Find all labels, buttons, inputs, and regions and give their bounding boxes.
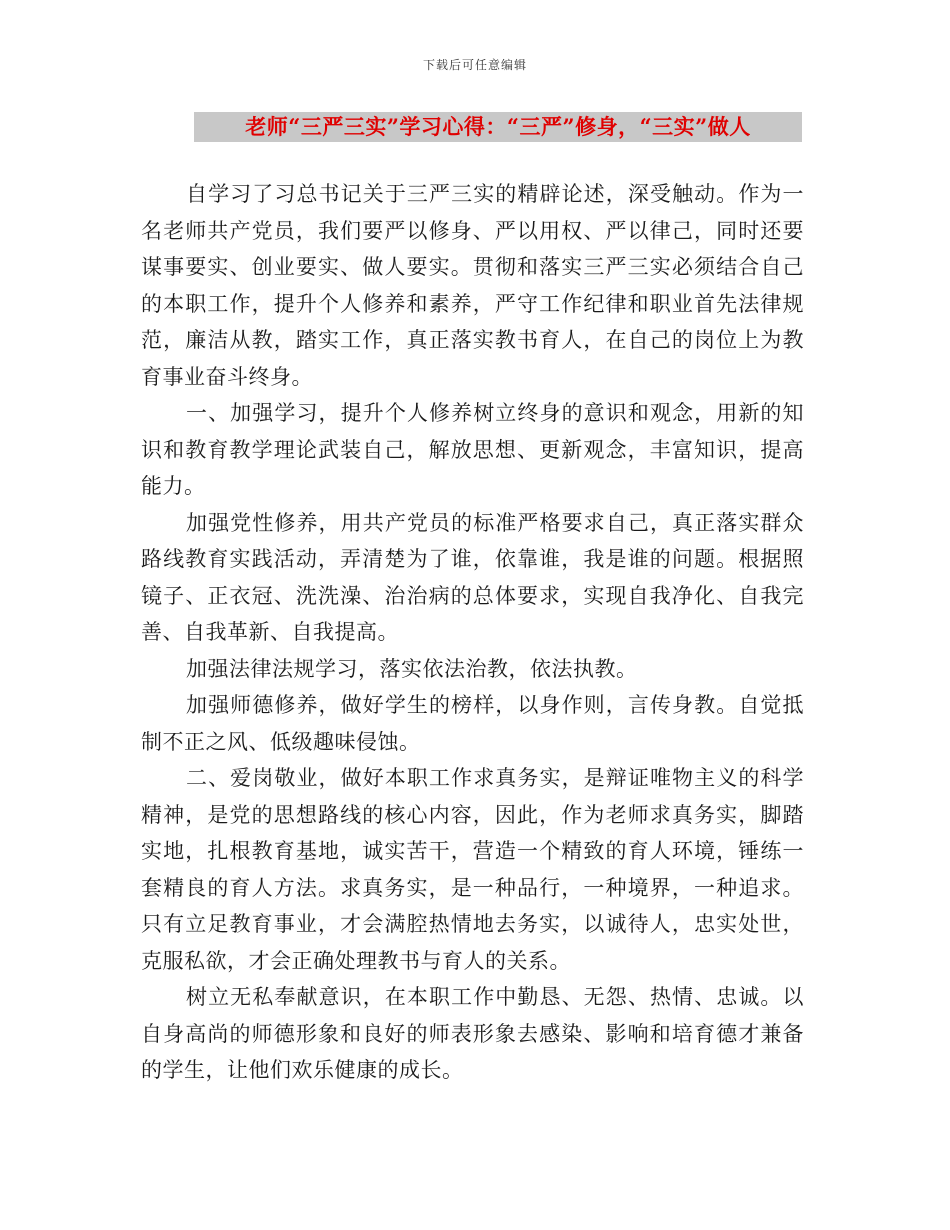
document-body — [141, 176, 804, 1089]
paragraph: 加强法律法规学习，落实依法治教，依法执教。 — [186, 656, 638, 681]
document-title: 老师“三严三实”学习心得：“三严”修身，“三实”做人 — [245, 114, 751, 139]
paragraph: 树立无私奉献意识，在本职工作中勤恳、无怨、热情、忠诚。以自身高尚的师德形象和良好的师表形象去感染、影响和培育德才兼备的学生，让他们欢乐健康的成长。 — [141, 985, 804, 1082]
paragraph: 加强党性修养，用共产党员的标准严格要求自己，真正落实群众路线教育实践活动，弄清楚为了谁，依靠谁，我是谁的问题。根据照镜子、正衣冠、洗洗澡、治治病的总体要求，实现自我净化、自我完善、自我革新、自我提高。 — [141, 510, 804, 644]
paragraph: 一、加强学习，提升个人修养树立终身的意识和观念，用新的知识和教育教学理论武装自己，解放思想、更新观念，丰富知识，提高能力。 — [141, 401, 804, 498]
header-note: 下载后可任意编辑 — [422, 58, 527, 72]
paragraph: 二、爱岗敬业，做好本职工作求真务实，是辩证唯物主义的科学精神，是党的思想路线的核心内容，因此，作为老师求真务实，脚踏实地，扎根教育基地，诚实苦干，营造一个精致的育人环境，锤练一套精良的育人方法。求真务实，是一种品行，一种境界，一种追求。只有立足教育事业，才会满腔热情地去务实，以诚待人，忠实处世，克服私欲，才会正确处理教书与育人的关系。 — [141, 766, 804, 973]
paragraph: 自学习了习总书记关于三严三实的精辟论述，深受触动。作为一名老师共产党员，我们要严以修身、严以用权、严以律己，同时还要谋事要实、创业要实、做人要实。贯彻和落实三严三实必须结合自己的本职工作，提升个人修养和素养，严守工作纪律和职业首先法律规范，廉洁从教，踏实工作，真正落实教书育人，在自己的岗位上为教育事业奋斗终身。 — [141, 182, 804, 389]
paragraph: 加强师德修养，做好学生的榜样，以身作则，言传身教。自觉抵制不正之风、低级趣味侵蚀。 — [141, 693, 804, 754]
